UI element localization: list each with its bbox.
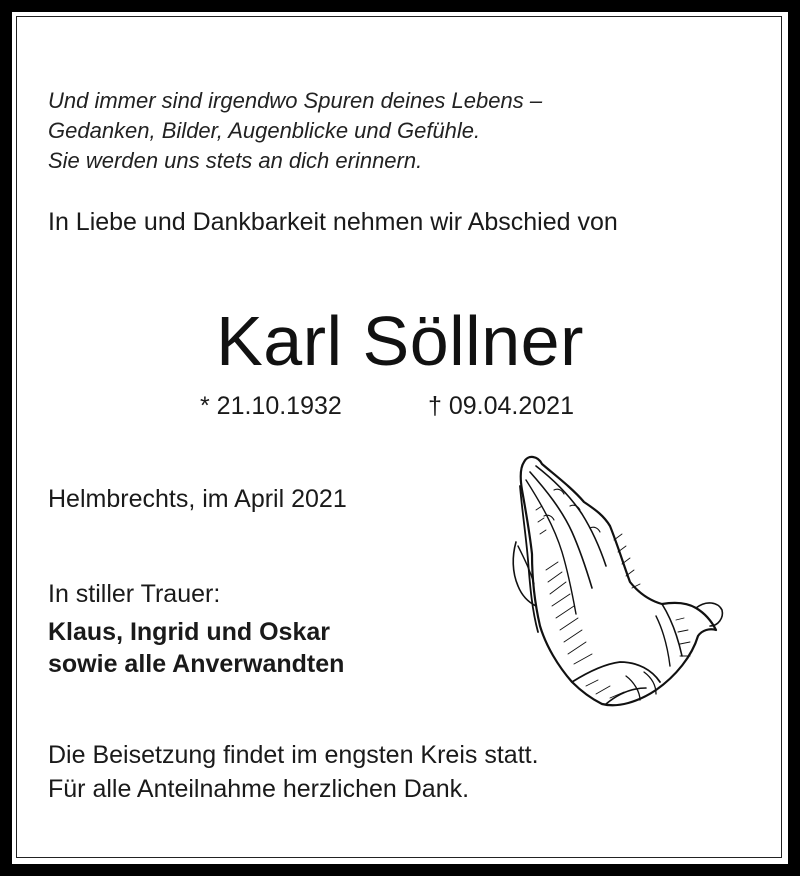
poem [48,86,542,176]
closing-line: Die Beisetzung findet im engsten Kreis statt. [48,741,539,769]
birth-date: * 21.10.1932 [200,392,342,420]
closing-text [48,738,539,806]
mourner-line: sowie alle Anverwandten [48,650,345,678]
place-date: Helmbrechts, im April 2021 [48,485,347,513]
mourner-line: Klaus, Ingrid und Oskar [48,618,330,646]
farewell-intro: In Liebe und Dankbarkeit nehmen wir Abschied von [48,208,618,236]
mourners-label: In stiller Trauer: [48,580,221,608]
poem-line: Gedanken, Bilder, Augenblicke und Gefühle. [48,118,481,143]
poem-line: Und immer sind irgendwo Spuren deines Lebens – [48,88,543,113]
poem-line: Sie werden uns stets an dich erinnern. [48,148,423,173]
praying-hands-icon [506,450,726,715]
closing-line: Für alle Anteilnahme herzlichen Dank. [48,775,470,803]
mourners-names [48,616,344,680]
death-date: † 09.04.2021 [428,392,574,420]
deceased-name: Karl Söllner [216,302,584,380]
